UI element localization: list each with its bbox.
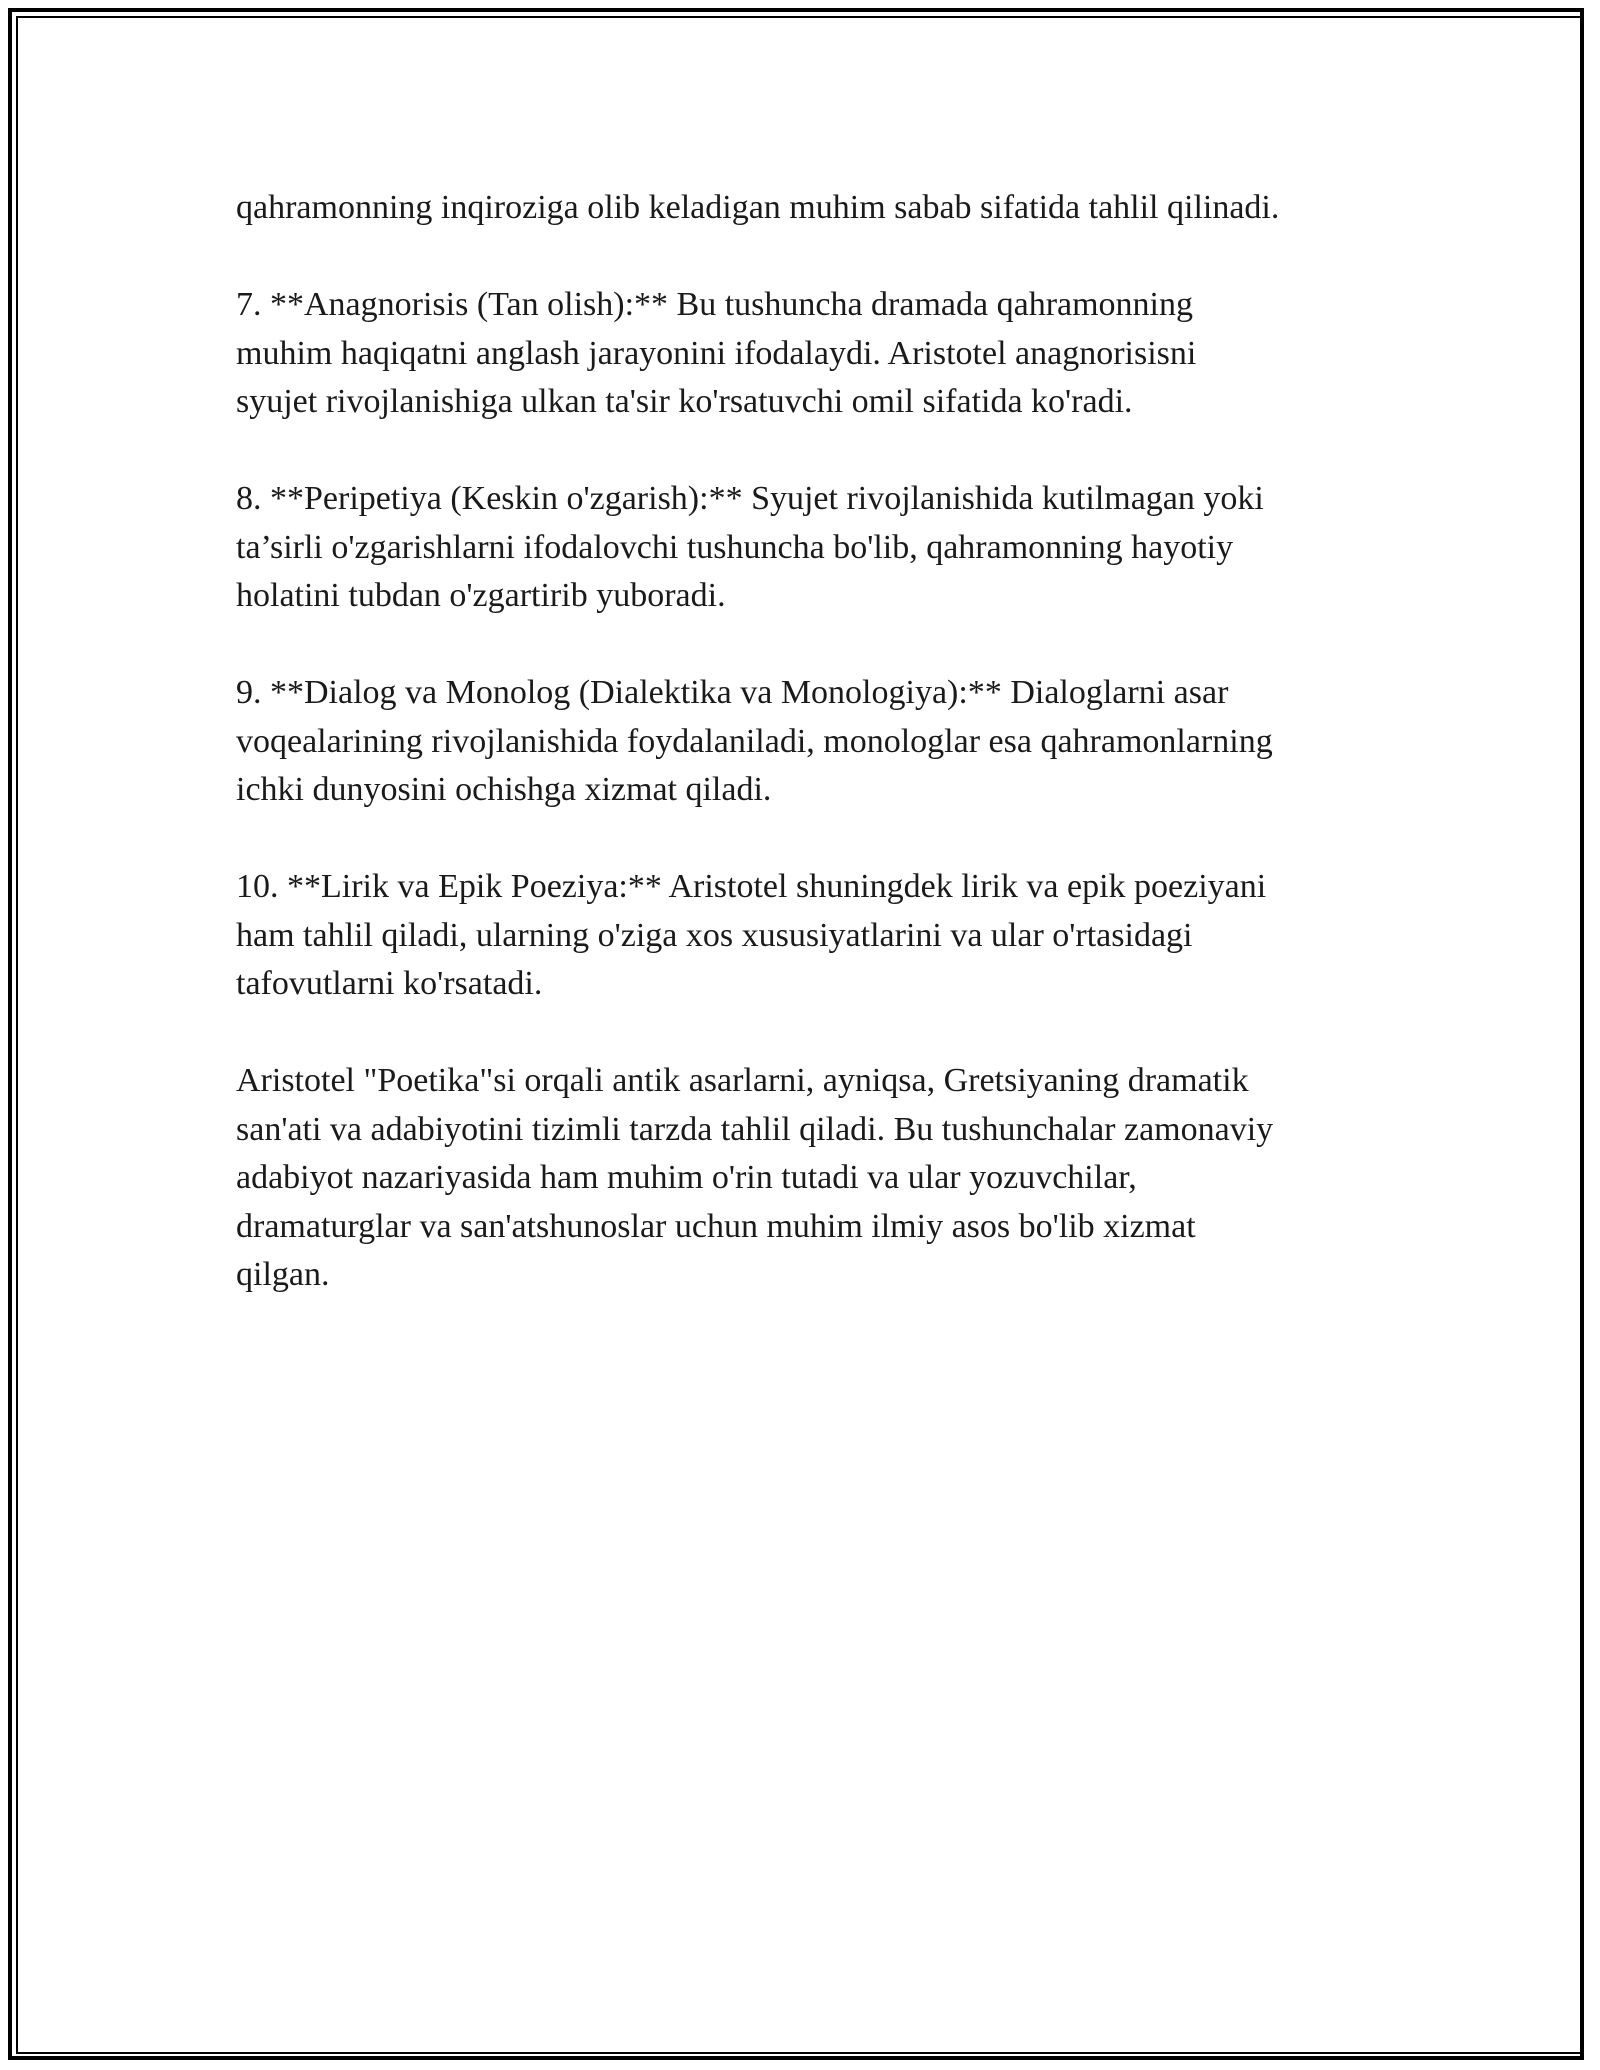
text-line: holatini tubdan o'zgartirib yuboradi. <box>236 577 726 614</box>
text-line: tafovutlarni ko'rsatadi. <box>236 965 543 1002</box>
text-line: qilgan. <box>236 1256 330 1293</box>
text-line: ham tahlil qiladi, ularning o'ziga xos xususiyatlarini va ular o'rtasidagi <box>236 916 1193 954</box>
text-line: voqealarining rivojlanishida foydalaniladi, monologlar esa qahramonlarning <box>236 722 1273 760</box>
text-line: adabiyot nazariyasida ham muhim o'rin tutadi va ular yozuvchilar, <box>236 1159 1137 1196</box>
paragraph-continuation <box>236 184 1376 233</box>
paragraph-peripetiya <box>236 475 1376 621</box>
paragraph-anagnorisis <box>236 281 1376 427</box>
text-line: 7. **Anagnorisis (Tan olish):** Bu tushuncha dramada qahramonning <box>236 286 1193 323</box>
paragraph-conclusion <box>236 1057 1376 1300</box>
text-line: muhim haqiqatni anglash jarayonini ifodalaydi. Aristotel anagnorisisni <box>236 334 1197 372</box>
text-line: 8. **Peripetiya (Keskin o'zgarish):** Syujet rivojlanishida kutilmagan yoki <box>236 480 1264 517</box>
text-line: ichki dunyosini ochishga xizmat qiladi. <box>236 771 772 808</box>
text-line: syujet rivojlanishiga ulkan ta'sir ko'rsatuvchi omil sifatida ko'radi. <box>236 383 1133 420</box>
text-line: ta’sirli o'zgarishlarni ifodalovchi tushuncha bo'lib, qahramonning hayotiy <box>236 528 1234 566</box>
document-body <box>236 184 1376 1348</box>
text-line: 9. **Dialog va Monolog (Dialektika va Monologiya):** Dialoglarni asar <box>236 674 1229 711</box>
text-line: san'ati va adabiyotini tizimli tarzda tahlil qiladi. Bu tushunchalar zamonaviy <box>236 1110 1274 1148</box>
text-line: 10. **Lirik va Epik Poeziya:** Aristotel shuningdek lirik va epik poeziyani <box>236 868 1267 905</box>
text-line: qahramonning inqiroziga olib keladigan muhim sabab sifatida tahlil qilinadi. <box>236 189 1280 226</box>
paragraph-dialog-monolog <box>236 669 1376 815</box>
paragraph-lirik-epik <box>236 863 1376 1009</box>
text-line: dramaturglar va san'atshunoslar uchun muhim ilmiy asos bo'lib xizmat <box>236 1207 1196 1245</box>
text-line: Aristotel "Poetika"si orqali antik asarlarni, ayniqsa, Gretsiyaning dramatik <box>236 1062 1249 1099</box>
